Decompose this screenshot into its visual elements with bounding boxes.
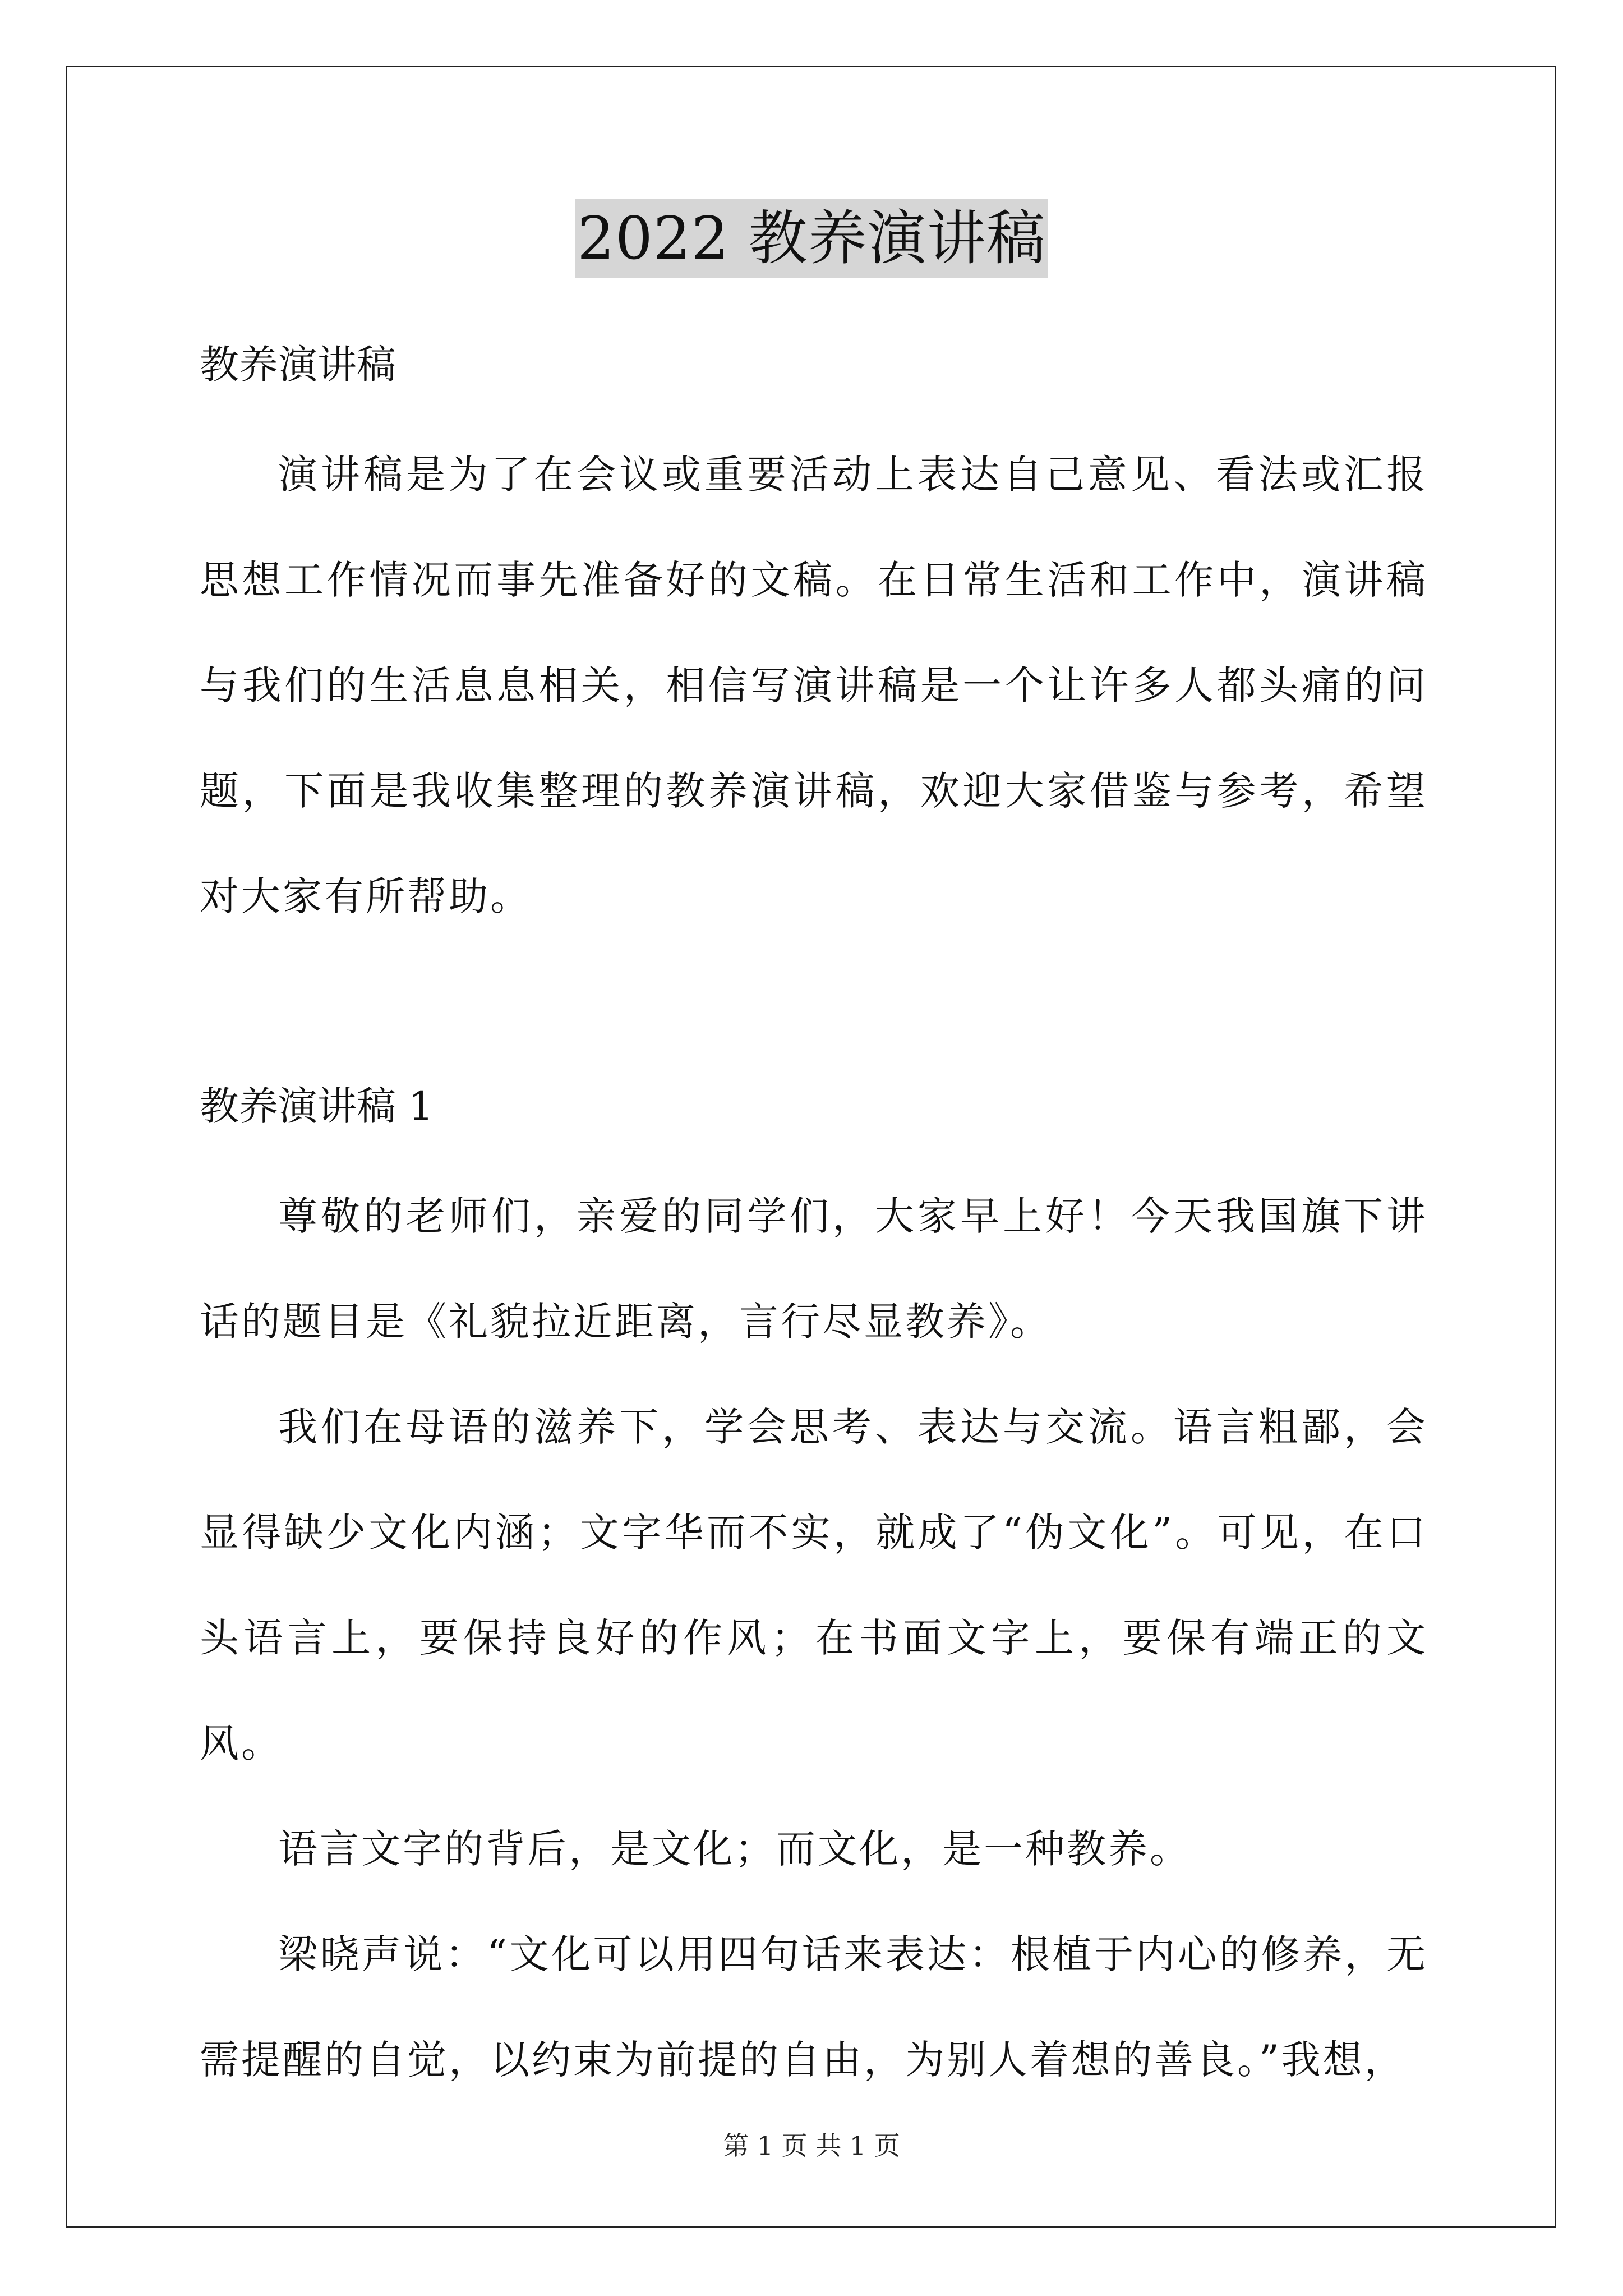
document-title: 2022 教养演讲稿 [575, 199, 1048, 278]
paragraph: 我们在母语的滋养下，学会思考、表达与交流。语言粗鄙，会显得缺少文化内涵；文字华而不实，就成了“伪文化”。可见，在口头语言上，要保持良好的作风；在书面文字上，要保有端正的文风。 [200, 1404, 1428, 1766]
paragraph: 尊敬的老师们，亲爱的同学们，大家早上好！今天我国旗下讲话的题目是《礼貌拉近距离，言行尽显教养》。 [200, 1193, 1428, 1345]
section-heading: 教养演讲稿 1 [200, 1083, 434, 1129]
page-footer: 第 1 页 共 1 页 [723, 2131, 900, 2161]
section-intro [200, 337, 1428, 949]
section-speech-1 [200, 1078, 1428, 2113]
document-title-container [0, 199, 1623, 278]
paragraph: 语言文字的背后，是文化；而文化，是一种教养。 [278, 1826, 1191, 1872]
document-body [200, 337, 1428, 2113]
section-heading: 教养演讲稿 [200, 342, 396, 388]
paragraph: 演讲稿是为了在会议或重要活动上表达自己意见、看法或汇报思想工作情况而事先准备好的文稿。在日常生活和工作中，演讲稿与我们的生活息息相关，相信写演讲稿是一个让许多人都头痛的问题，下面是我收集整理的教养演讲稿，欢迎大家借鉴与参考，希望对大家有所帮助。 [200, 452, 1428, 919]
paragraph: 梁晓声说：“文化可以用四句话来表达：根植于内心的修养，无需提醒的自觉，以约束为前提的自由，为别人着想的善良。”我想， [200, 1931, 1428, 2083]
